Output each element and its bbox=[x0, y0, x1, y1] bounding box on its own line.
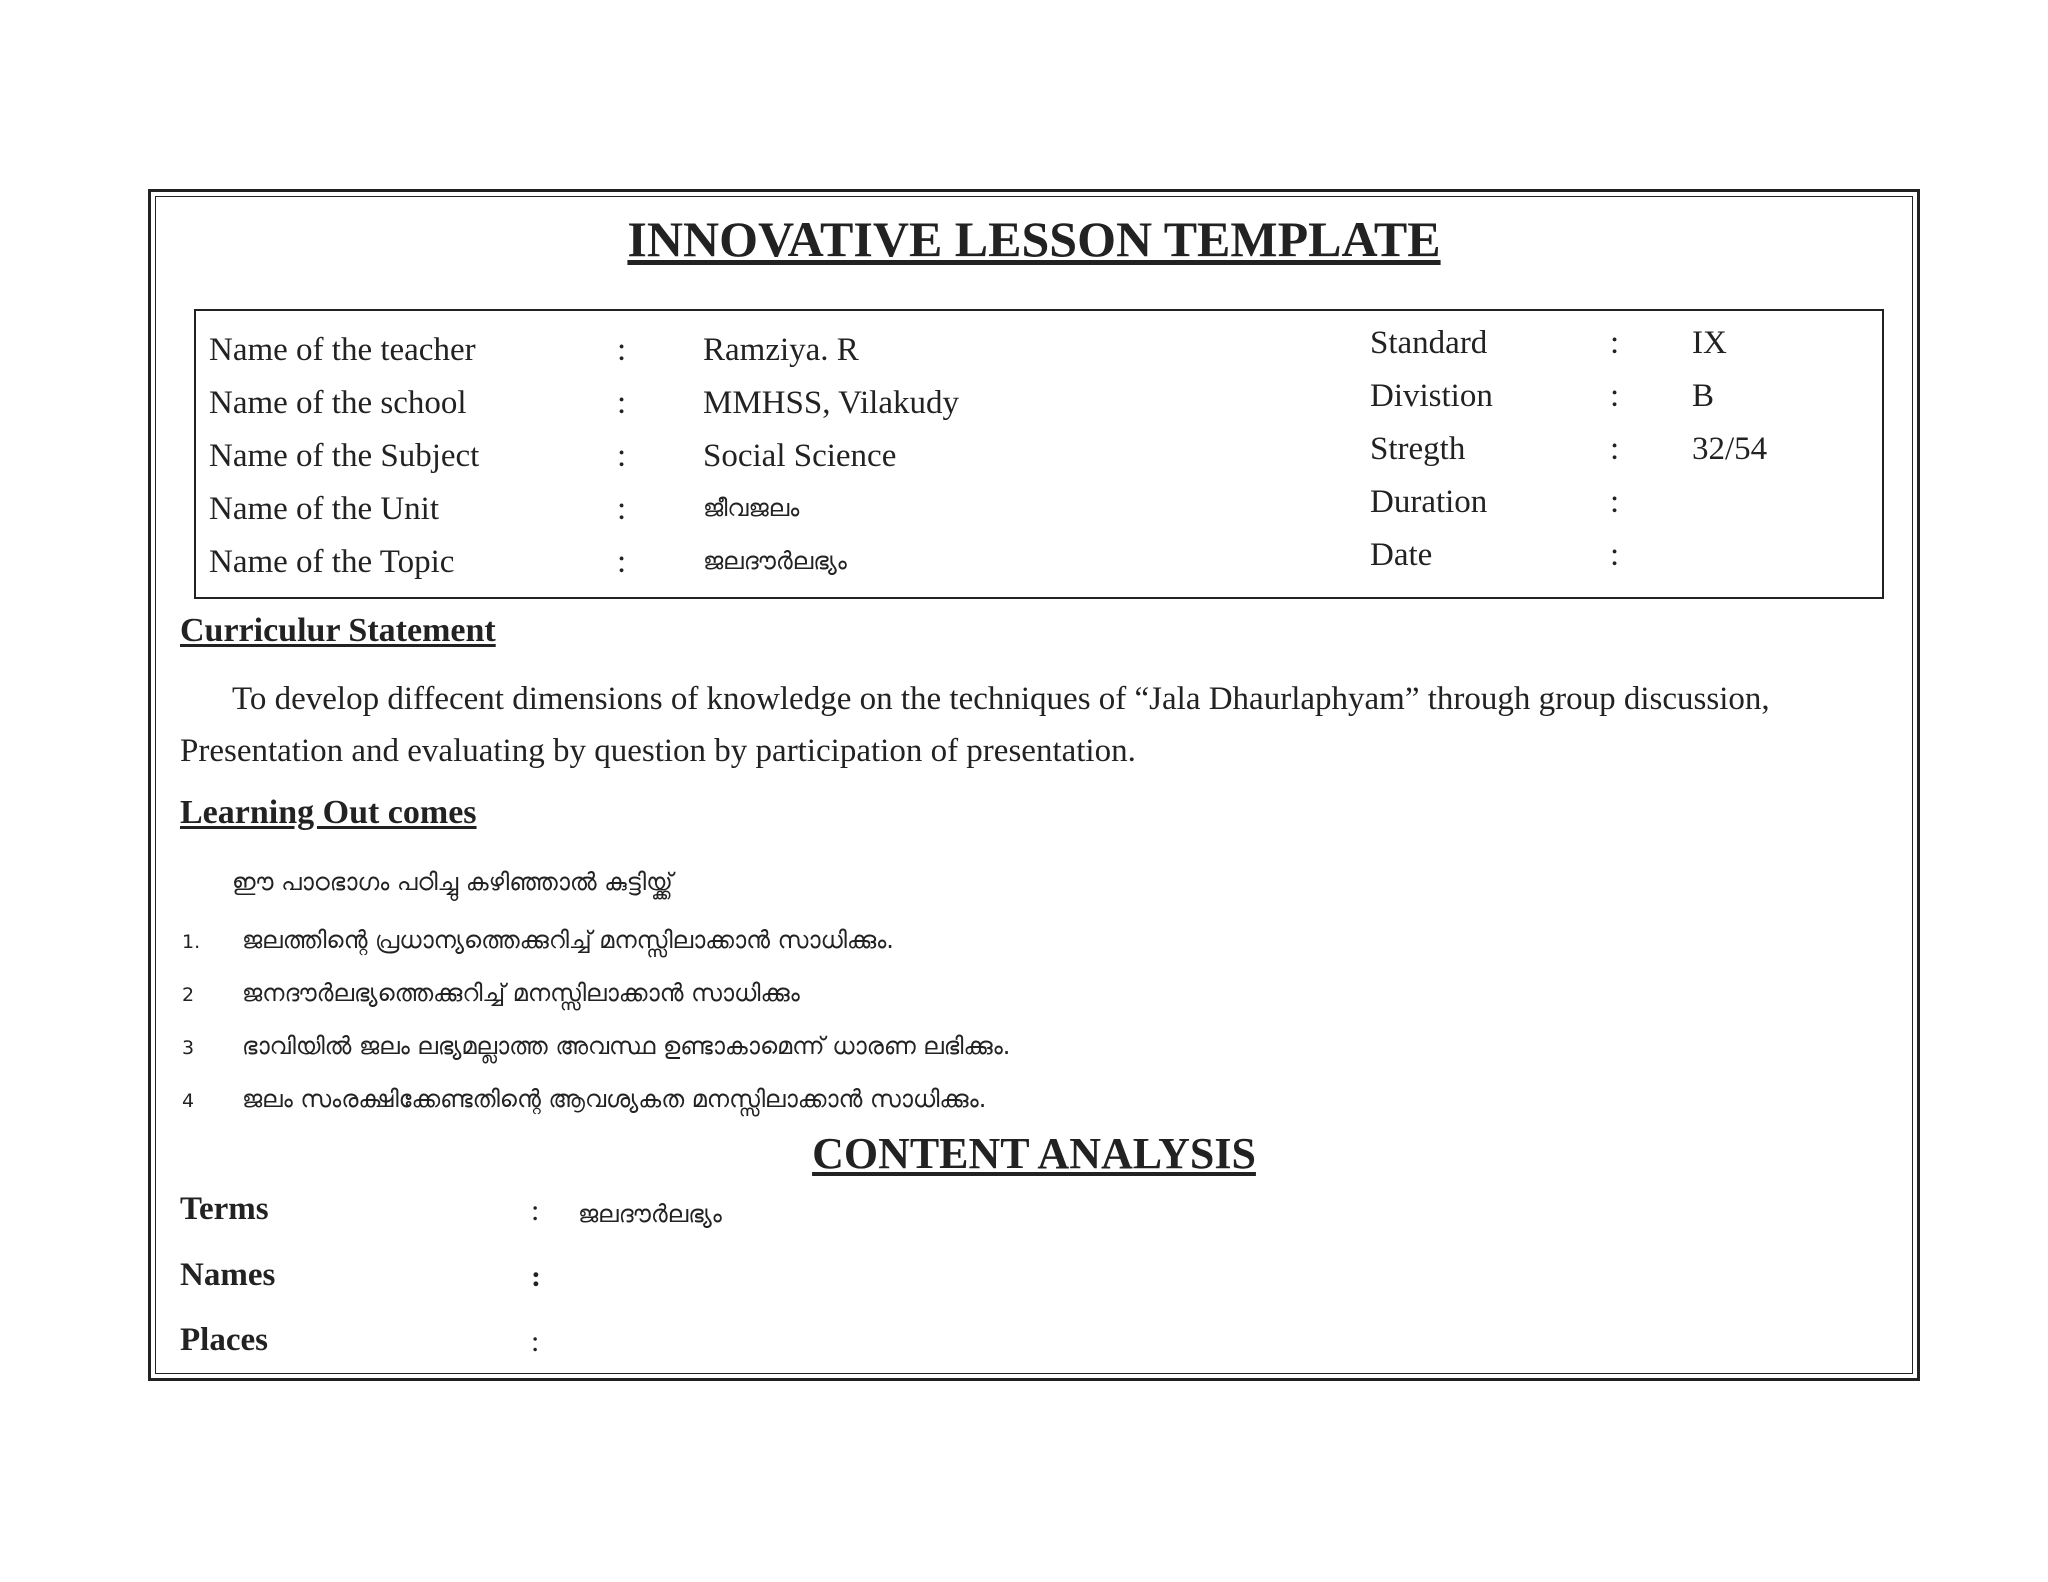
info-label-teacher: Name of the teacher bbox=[209, 332, 476, 368]
info-label-duration: Duration bbox=[1370, 484, 1488, 520]
info-colon: : bbox=[617, 438, 627, 474]
info-colon: : bbox=[617, 544, 627, 580]
info-colon: : bbox=[1610, 431, 1620, 467]
info-label-unit: Name of the Unit bbox=[209, 491, 440, 527]
info-colon: : bbox=[1610, 325, 1620, 361]
outcome-text: ഭാവിയിൽ ജലം ലഭ്യമല്ലാത്ത അവസ്ഥ ഉണ്ടാകാമെന്ന് ധാരണ ലഭിക്കും. bbox=[242, 1032, 1011, 1060]
outcome-text: ജലത്തിന്റെ പ്രധാന്യത്തെക്കുറിച്ച് മനസ്സിലാക്കാൻ സാധിക്കും. bbox=[242, 926, 894, 954]
info-value-unit: ജീവജലം bbox=[703, 494, 800, 522]
info-colon: : bbox=[1610, 537, 1620, 573]
outcome-number: 1. bbox=[182, 931, 201, 953]
info-label-strength: Stregth bbox=[1370, 431, 1466, 467]
info-value-teacher: Ramziya. R bbox=[703, 332, 859, 368]
info-value-school: MMHSS, Vilakudy bbox=[703, 385, 959, 421]
info-colon: : bbox=[1610, 484, 1620, 520]
info-value-subject: Social Science bbox=[703, 438, 897, 474]
info-colon: : bbox=[617, 332, 627, 368]
info-label-subject: Name of the Subject bbox=[209, 438, 480, 474]
outcome-text: ജലം സംരക്ഷിക്കേണ്ടതിന്റെ ആവശ്യകത മനസ്സിലാക്കാൻ സാധിക്കും. bbox=[242, 1085, 987, 1113]
ca-colon: : bbox=[531, 1325, 540, 1358]
page-title: INNOVATIVE LESSON TEMPLATE bbox=[627, 211, 1441, 267]
info-label-topic: Name of the Topic bbox=[209, 544, 455, 580]
outcome-text: ജനദൗർലഭ്യത്തെക്കുറിച്ച് മനസ്സിലാക്കാൻ സാധിക്കും bbox=[242, 979, 800, 1007]
outcome-number: 3 bbox=[182, 1037, 195, 1059]
info-colon: : bbox=[617, 491, 627, 527]
info-label-standard: Standard bbox=[1370, 325, 1488, 361]
info-value-topic: ജലദൗർലഭ്യം bbox=[703, 547, 847, 575]
ca-colon: : bbox=[531, 1194, 540, 1227]
info-colon: : bbox=[1610, 378, 1620, 414]
info-value-division: B bbox=[1692, 378, 1715, 414]
content-analysis-heading: CONTENT ANALYSIS bbox=[812, 1129, 1256, 1178]
info-colon: : bbox=[617, 385, 627, 421]
info-label-division: Divistion bbox=[1370, 378, 1493, 414]
info-value-standard: IX bbox=[1692, 325, 1727, 361]
curricular-heading: Curriculur Statement bbox=[180, 612, 496, 649]
info-value-strength: 32/54 bbox=[1692, 431, 1768, 467]
outcome-number: 2 bbox=[182, 984, 195, 1006]
learning-heading: Learning Out comes bbox=[180, 794, 477, 831]
ca-label-terms: Terms bbox=[180, 1191, 269, 1227]
ca-label-places: Places bbox=[180, 1322, 268, 1358]
info-label-school: Name of the school bbox=[209, 385, 467, 421]
curricular-line-2: Presentation and evaluating by question by participation of presentation. bbox=[180, 733, 1136, 769]
ca-label-names: Names bbox=[180, 1257, 276, 1293]
learning-intro: ഈ പാഠഭാഗം പഠിച്ചു കഴിഞ്ഞാൽ കുട്ടിയ്ക്ക് bbox=[232, 868, 673, 896]
curricular-line-1: To develop diffecent dimensions of knowledge on the techniques of “Jala Dhaurlaphyam” through group discussion, bbox=[232, 681, 1770, 717]
ca-colon: : bbox=[531, 1260, 541, 1293]
outcome-number: 4 bbox=[182, 1090, 195, 1112]
ca-value-terms: ജലദൗർലഭ്യം bbox=[578, 1200, 722, 1228]
info-label-date: Date bbox=[1370, 537, 1433, 573]
